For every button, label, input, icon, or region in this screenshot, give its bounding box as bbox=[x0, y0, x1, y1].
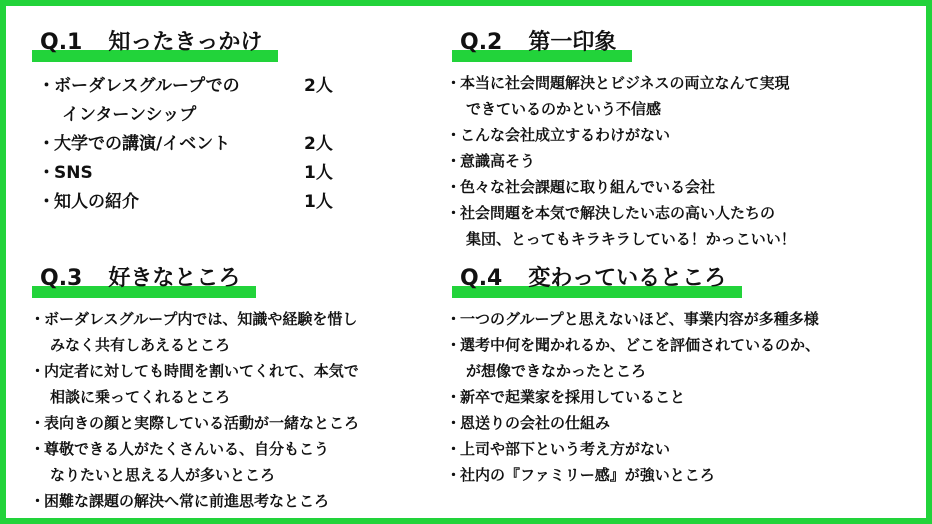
list-item: ・ 大学での講演/イベント 2人 bbox=[38, 130, 358, 159]
q1-item-text: 大学での講演/イベント bbox=[54, 134, 231, 154]
q2-item-text: 本当に社会問題解決とビジネスの両立なんて実現 bbox=[460, 74, 790, 92]
q1-item-text: ボーダレスグループでの bbox=[54, 76, 240, 96]
q4-item-text: 選考中何を聞かれるか、どこを評価されているのか、 bbox=[460, 336, 821, 354]
list-item: ・ 表向きの顔と実際している活動が一緒なところ bbox=[30, 414, 360, 432]
q4-heading bbox=[456, 266, 732, 292]
q4-title: 変わっているところ bbox=[528, 266, 727, 291]
list-item: ・ 本当に社会問題解決とビジネスの両立なんて実現 できているのかという不信感 bbox=[446, 70, 886, 122]
q3-item-text: 困難な課題の解決へ常に前進思考なところ bbox=[44, 492, 330, 510]
q3-item-cont: なりたいと思える人が多いところ bbox=[50, 466, 276, 484]
list-item: ・ 上司や部下という考え方がない bbox=[446, 440, 671, 458]
list-item: ・ 知人の紹介 1人 bbox=[38, 188, 358, 217]
q1-item-count: 2人 bbox=[304, 76, 333, 96]
q2-item-cont: できているのかという不信感 bbox=[466, 100, 662, 118]
list-item: ・ 社会問題を本気で解決したい志の高い人たちの 集団、とってもキラキラしている！かっこいい！ bbox=[446, 200, 886, 252]
list-item: ・ 困難な課題の解決へ常に前進思考なところ bbox=[30, 492, 330, 510]
q2-heading bbox=[456, 30, 622, 56]
section-q2 bbox=[456, 30, 622, 56]
q1-item-count: 1人 bbox=[304, 163, 333, 183]
q4-item-text: 上司や部下という考え方がない bbox=[460, 440, 671, 458]
q3-item-text: ボーダレスグループ内では、知識や経験を惜し bbox=[44, 310, 358, 328]
q3-item-cont: みなく共有しあえるところ bbox=[50, 336, 231, 354]
q2-list bbox=[446, 70, 886, 252]
q4-item-text: 新卒で起業家を採用していること bbox=[460, 388, 686, 406]
q3-number: Q.3 bbox=[40, 266, 83, 291]
list-item: ・ 内定者に対しても時間を割いてくれて、本気で 相談に乗ってくれるところ bbox=[30, 358, 430, 410]
q3-title: 好きなところ bbox=[108, 266, 241, 291]
q1-number: Q.1 bbox=[40, 30, 83, 55]
q3-list bbox=[30, 306, 430, 514]
section-q3 bbox=[36, 266, 246, 292]
list-item: ・ 尊敬できる人がたくさんいる、自分もこう なりたいと思える人が多いところ bbox=[30, 436, 430, 488]
list-item: ・ ボーダレスグループ内では、知識や経験を惜し みなく共有しあえるところ bbox=[30, 306, 430, 358]
q4-number: Q.4 bbox=[460, 266, 503, 291]
q2-item-text: 色々な社会課題に取り組んでいる会社 bbox=[460, 178, 716, 196]
list-item: ・ 選考中何を聞かれるか、どこを評価されているのか、 が想像できなかったところ bbox=[446, 332, 906, 384]
q3-item-cont: 相談に乗ってくれるところ bbox=[50, 388, 231, 406]
q2-item-text: こんな会社成立するわけがない bbox=[460, 126, 671, 144]
q1-heading bbox=[36, 30, 268, 56]
list-item: ・ ボーダレスグループでの 2人 インターンシップ bbox=[38, 72, 358, 130]
list-item: ・ 一つのグループと思えないほど、事業内容が多種多様 bbox=[446, 310, 819, 328]
q3-item-text: 内定者に対しても時間を割いてくれて、本気で bbox=[44, 362, 359, 380]
q4-item-cont: が想像できなかったところ bbox=[466, 362, 647, 380]
list-item: ・ こんな会社成立するわけがない bbox=[446, 126, 671, 144]
q1-item-cont: インターンシップ bbox=[62, 105, 197, 125]
q1-item-count: 1人 bbox=[304, 192, 333, 212]
section-q4 bbox=[456, 266, 732, 292]
q3-heading bbox=[36, 266, 246, 292]
q2-item-text: 社会問題を本気で解決したい志の高い人たちの bbox=[460, 204, 776, 222]
list-item: ・ SNS 1人 bbox=[38, 159, 358, 188]
q1-list bbox=[38, 72, 358, 217]
q1-item-text: 知人の紹介 bbox=[54, 192, 139, 212]
q4-item-text: 社内の『ファミリー感』が強いところ bbox=[460, 466, 715, 484]
q4-item-text: 一つのグループと思えないほど、事業内容が多種多様 bbox=[460, 310, 819, 328]
q4-list bbox=[446, 306, 906, 488]
list-item: ・ 新卒で起業家を採用していること bbox=[446, 388, 686, 406]
q2-item-text: 意識高そう bbox=[460, 152, 536, 170]
list-item: ・ 色々な社会課題に取り組んでいる会社 bbox=[446, 178, 716, 196]
q4-item-text: 恩送りの会社の仕組み bbox=[460, 414, 611, 432]
q1-item-count: 2人 bbox=[304, 134, 333, 154]
q3-item-text: 尊敬できる人がたくさんいる、自分もこう bbox=[44, 440, 330, 458]
q2-item-cont: 集団、とってもキラキラしている！かっこいい！ bbox=[466, 230, 796, 248]
q1-item-text: SNS bbox=[54, 163, 93, 183]
q2-title: 第一印象 bbox=[528, 30, 617, 55]
q1-title: 知ったきっかけ bbox=[108, 30, 263, 55]
q2-number: Q.2 bbox=[460, 30, 503, 55]
q3-item-text: 表向きの顔と実際している活動が一緒なところ bbox=[44, 414, 360, 432]
list-item: ・ 意識高そう bbox=[446, 152, 536, 170]
section-q1 bbox=[36, 30, 268, 56]
list-item: ・ 恩送りの会社の仕組み bbox=[446, 414, 611, 432]
list-item: ・ 社内の『ファミリー感』が強いところ bbox=[446, 466, 715, 484]
